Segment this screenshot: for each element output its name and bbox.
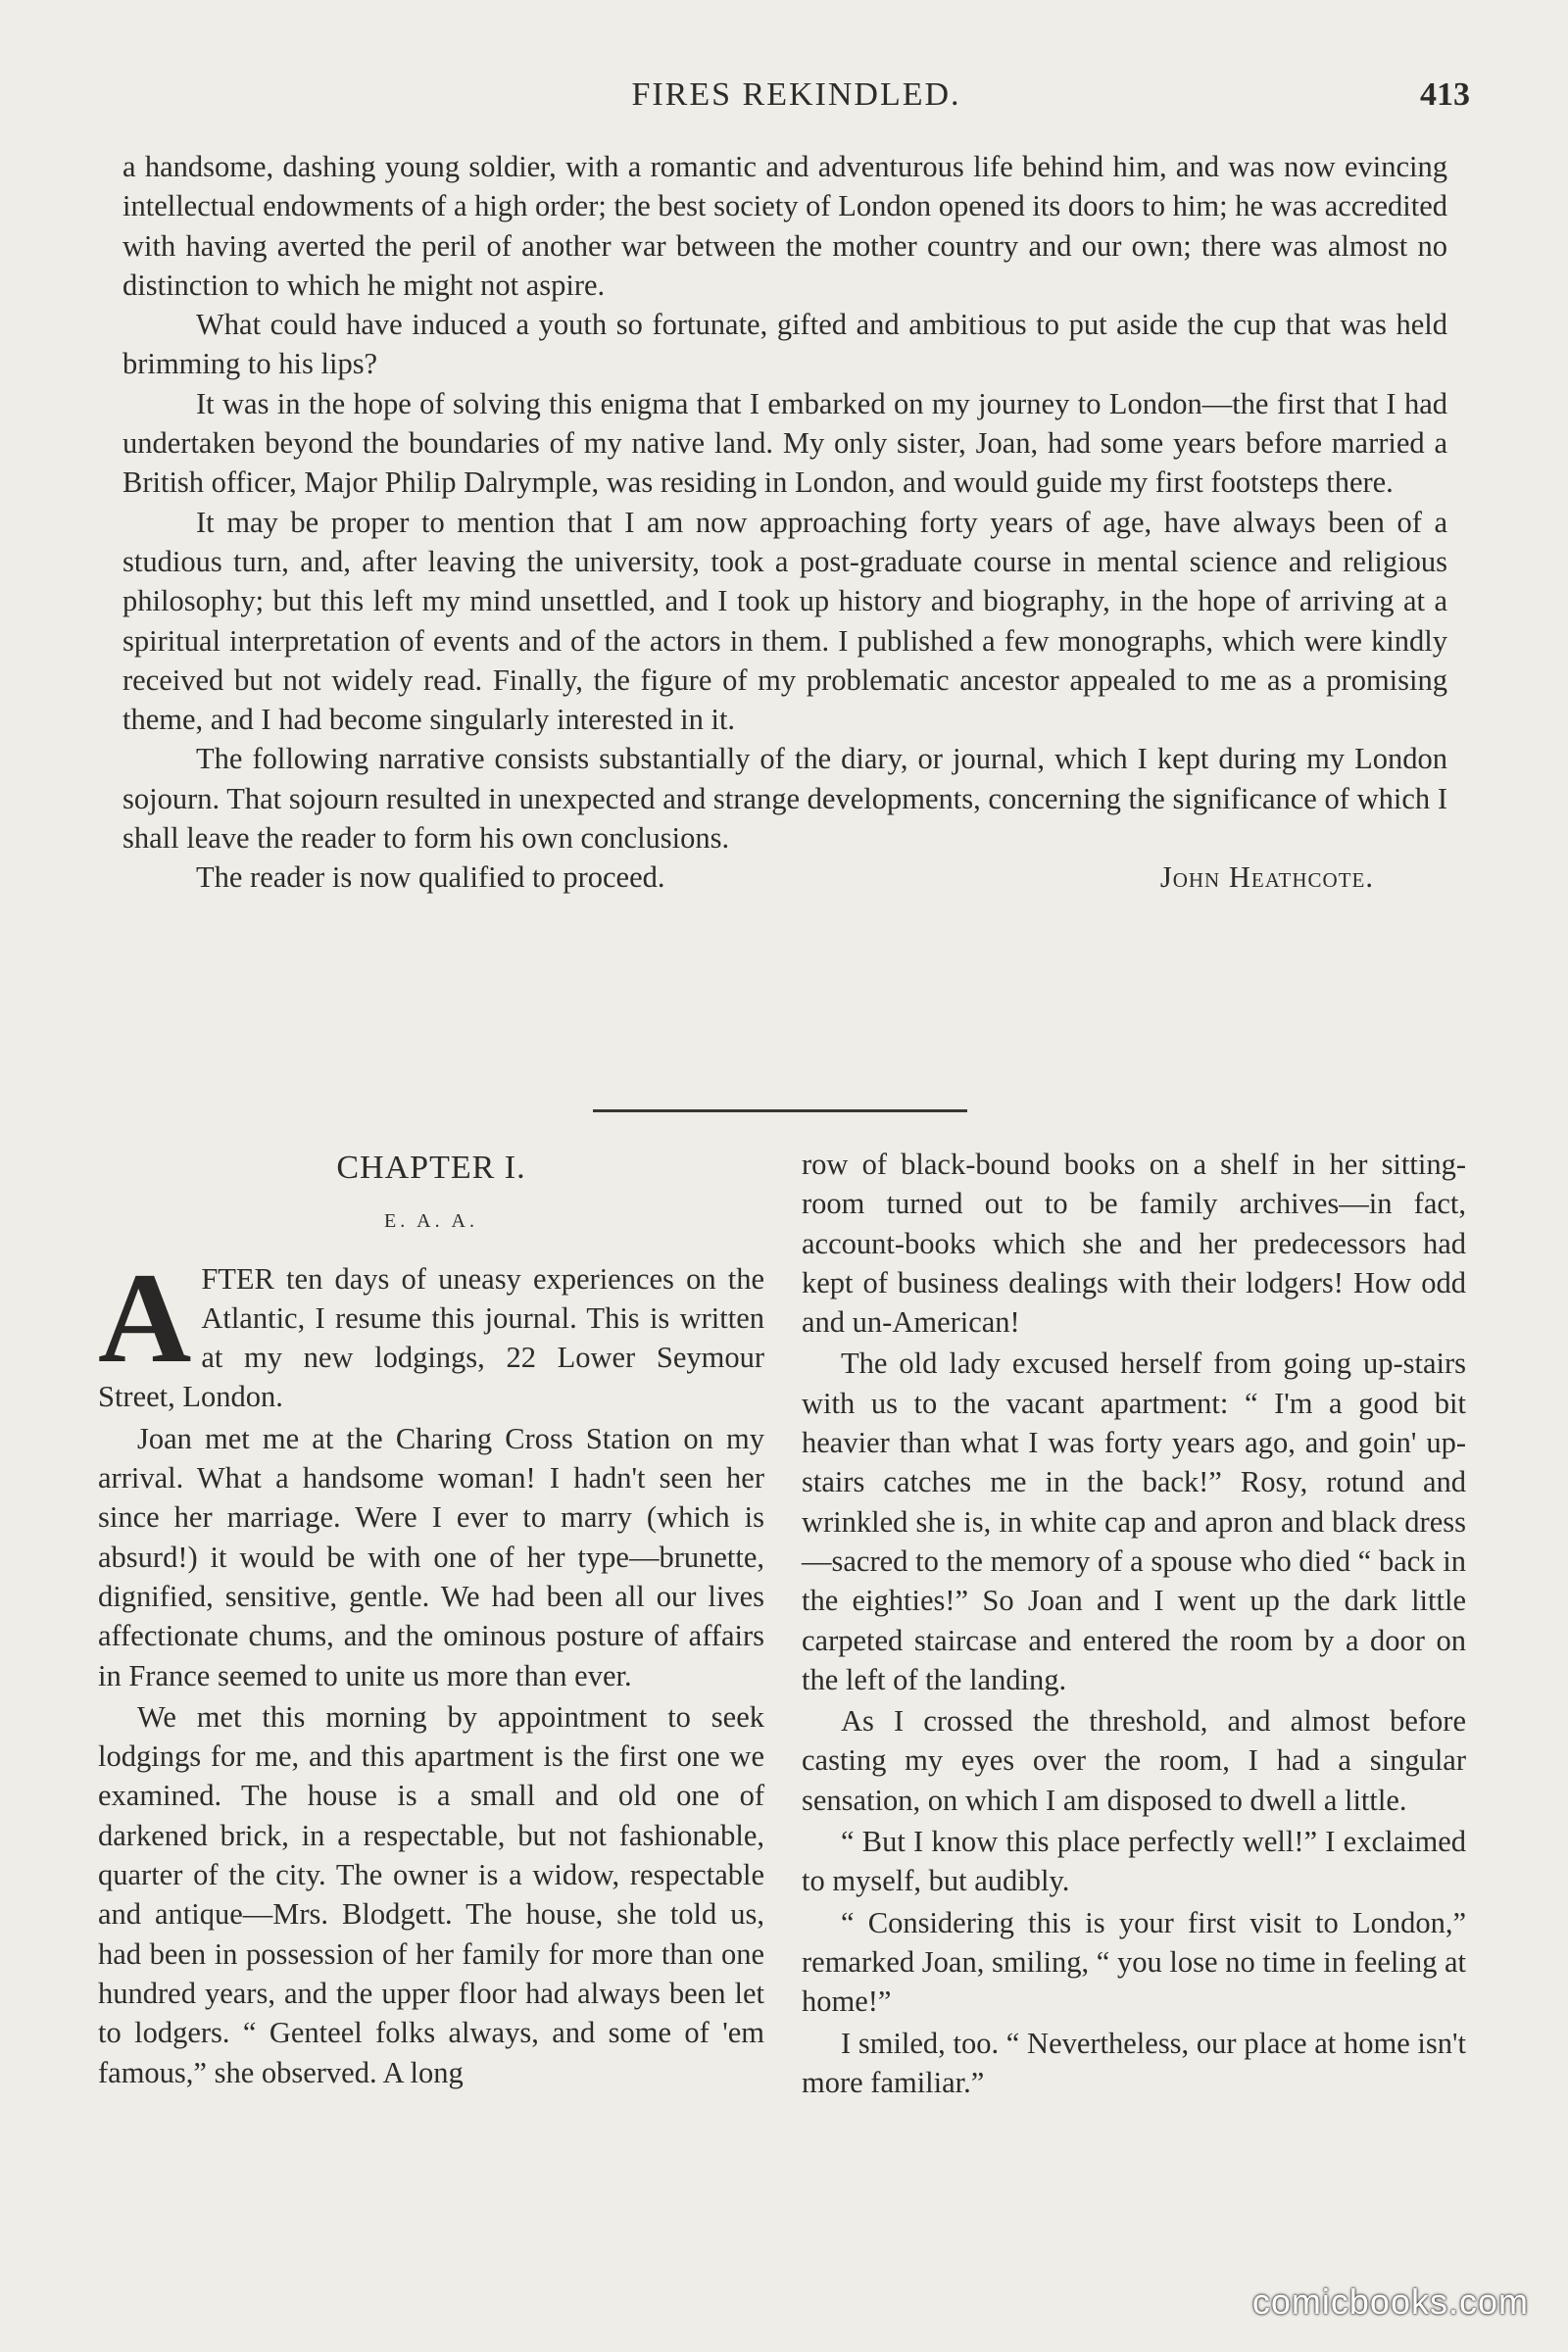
running-title: FIRES REKINDLED. [631, 76, 961, 113]
chapter-subtitle: E. A. A. [384, 1210, 478, 1233]
intro-paragraph-2: What could have induced a youth so fortunate, gifted and ambitious to put aside the cup that was held brimming to his lips? [122, 308, 1447, 381]
right-paragraph-3: “ But I know this place perfectly well!” I exclaimed to myself, but audibly. [802, 1825, 1466, 1898]
right-column [802, 1145, 1466, 2104]
closing-row [122, 858, 1447, 897]
drop-cap: A [98, 1245, 192, 1390]
opening-text: FTER ten days of uneasy experiences on the Atlantic, I resume this journal. This is written at my new lodgings, 22 Lower Seymour Street, London. [98, 1261, 764, 1414]
intro-paragraph-4: It may be proper to mention that I am now approaching forty years of age, have always been of a studious turn, and, after leaving the university, took a post-graduate course in mental science and religious philosophy; but this left my mind unsettled, and I took up history and biography, in the hope of arriving at a spiritual interpretation of events and of the actors in them. I published a few monographs, which were kindly received but not widely read. Finally, the figure of my problematic ancestor appealed to me as a promising theme, and I had become singularly interested in it. [122, 505, 1447, 737]
right-paragraph-1: The old lady excused herself from going up-stairs with us to the vacant apartment: “ I'm a good bit heavier than what I was forty years ago, and goin' up-stairs catches me in the back!” Rosy, rotund and wrinkled she is, in white cap and apron and black dress—sacred to the memory of a spouse who died “ back in the eighties!” So Joan and I went up the dark little carpeted staircase and entered the room by a door on the left of the landing. [802, 1347, 1466, 1696]
right-paragraph-2: As I crossed the threshold, and almost before casting my eyes over the room, I had a singular sensation, on which I am disposed to dwell a little. [802, 1704, 1466, 1817]
closing-line: The reader is now qualified to proceed. [196, 860, 665, 895]
left-paragraph-1: Joan met me at the Charing Cross Station on my arrival. What a handsome woman! I hadn't seen her since her marriage. Were I ever to marry (which is absurd!) it would be with one of her type—brunette, dignified, sensitive, gentle. We had been all our lives affectionate chums, and the ominous posture of affairs in France seemed to unite us more than ever. [98, 1421, 764, 1692]
section-divider [593, 1109, 967, 1112]
intro-paragraph-1: a handsome, dashing young soldier, with a romantic and adventurous life behind him, and was now evincing intellectual endowments of a high order; the best society of London opened its doors to him; he was accredited with having averted the peril of another war between the mother country and our own; there was almost no distinction to which he might not aspire. [122, 150, 1447, 302]
right-paragraph-4: “ Considering this is your first visit to London,” remarked Joan, smiling, “ you lose no time in feeling at home!” [802, 1905, 1466, 2019]
right-paragraph-5: I smiled, too. “ Nevertheless, our place at home isn't more familiar.” [802, 2026, 1466, 2099]
left-paragraph-2: We met this morning by appointment to seek lodgings for me, and this apartment is the first one we examined. The house is a small and old one of darkened brick, in a respectable, but not fashionable, quarter of the city. The owner is a widow, respectable and antique—Mrs. Blodgett. The house, she told us, had been in possession of her family for more than one hundred years, and the upper floor had always been let to lodgers. “ Genteel folks always, and some of 'em famous,” she observed. A long [98, 1699, 764, 2089]
chapter-opening-paragraph [98, 1245, 764, 1417]
chapter-title: CHAPTER I. [336, 1150, 526, 1186]
page-header [122, 76, 1470, 125]
page-number: 413 [1420, 76, 1470, 113]
intro-paragraph-5: The following narrative consists substantially of the diary, or journal, which I kept during my London sojourn. That sojourn resulted in unexpected and strange developments, concerning the significance of which I shall leave the reader to form his own conclusions. [122, 742, 1447, 856]
right-continuation: row of black-bound books on a shelf in her sitting-room turned out to be family archives—in fact, account-books which she and her predecessors had kept of business dealings with their lodgers! How odd and un-American! [802, 1148, 1466, 1340]
intro-section [122, 147, 1447, 898]
left-column [98, 1145, 764, 2094]
intro-paragraph-3: It was in the hope of solving this enigma that I embarked on my journey to London—the first that I had undertaken beyond the boundaries of my native land. My only sister, Joan, had some years before married a British officer, Major Philip Dalrymple, was residing in London, and would guide my first footsteps there. [122, 386, 1447, 500]
site-watermark: comicbooks.com [1251, 2281, 1529, 2322]
author-signature: John Heathcote. [1159, 860, 1374, 895]
